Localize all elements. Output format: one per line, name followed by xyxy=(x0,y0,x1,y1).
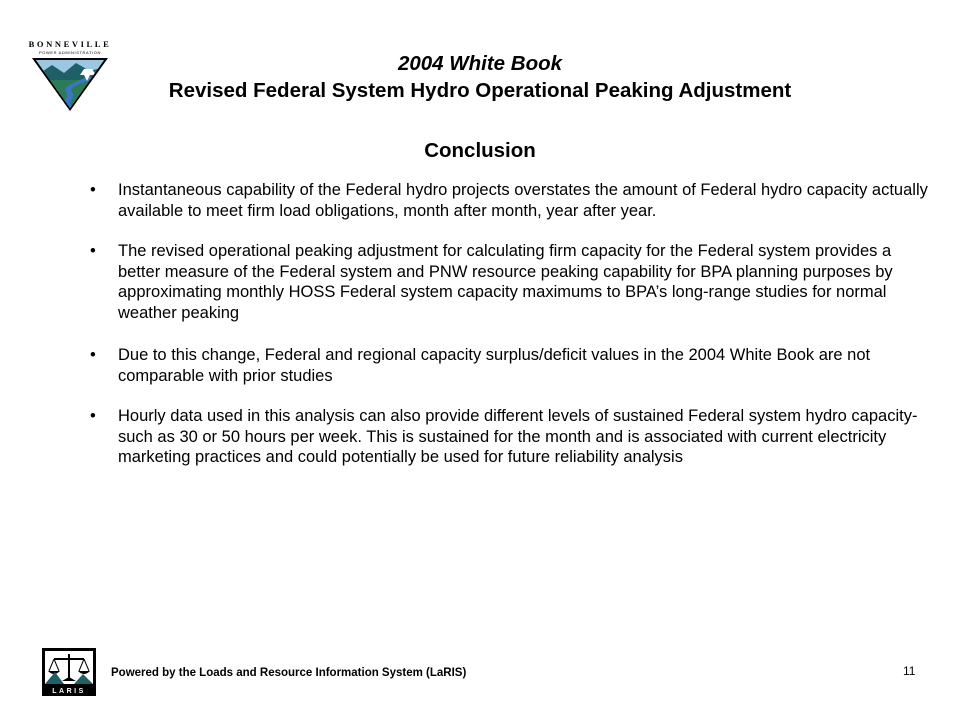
bpa-logo-name: BONNEVILLE xyxy=(28,39,112,49)
bullet-item xyxy=(88,406,928,468)
slide-title xyxy=(0,50,960,104)
bullet-text: Due to this change, Federal and regional capacity surplus/deficit values in the 2004 White Book are not comparable with prior studies xyxy=(118,346,871,385)
bullet-text: Instantaneous capability of the Federal hydro projects overstates the amount of Federal hydro capacity actually available to meet firm load obligations, month after month, year after year. xyxy=(118,181,928,220)
bullet-list xyxy=(88,180,928,468)
bullet-marker: • xyxy=(90,181,96,199)
bullet-marker: • xyxy=(90,407,96,425)
bullet-text: Hourly data used in this analysis can also provide different levels of sustained Federal system hydro capacity-such as 30 or 50 hours per week. This is sustained for the month and is associated with current electricity marketing practices and could potentially be used for future reliability analysis xyxy=(118,407,918,466)
page-number: 11 xyxy=(903,664,916,678)
bullet-text: The revised operational peaking adjustment for calculating firm capacity for the Federal system provides a better measure of the Federal system and PNW resource peaking capability for BPA planning purposes by approximating monthly HOSS Federal system capacity maximums to BPA’s long-range studies for normal weather peaking xyxy=(118,242,893,322)
bullet-item xyxy=(88,345,928,386)
bullet-item xyxy=(88,180,928,221)
bullet-marker: • xyxy=(90,346,96,364)
laris-logo-text: LARIS xyxy=(52,688,86,695)
section-heading: Conclusion xyxy=(424,139,536,162)
laris-logo-icon xyxy=(42,648,96,696)
bpa-logo-subtitle: POWER ADMINISTRATION xyxy=(39,50,101,55)
bullet-marker: • xyxy=(90,242,96,260)
laris-logo xyxy=(42,648,96,696)
footer-powered-by: Powered by the Loads and Resource Information System (LaRIS) xyxy=(111,667,467,679)
title-line-1: 2004 White Book xyxy=(397,52,563,75)
title-line-2: Revised Federal System Hydro Operational Peaking Adjustment xyxy=(168,79,792,102)
bullet-item xyxy=(88,241,928,323)
